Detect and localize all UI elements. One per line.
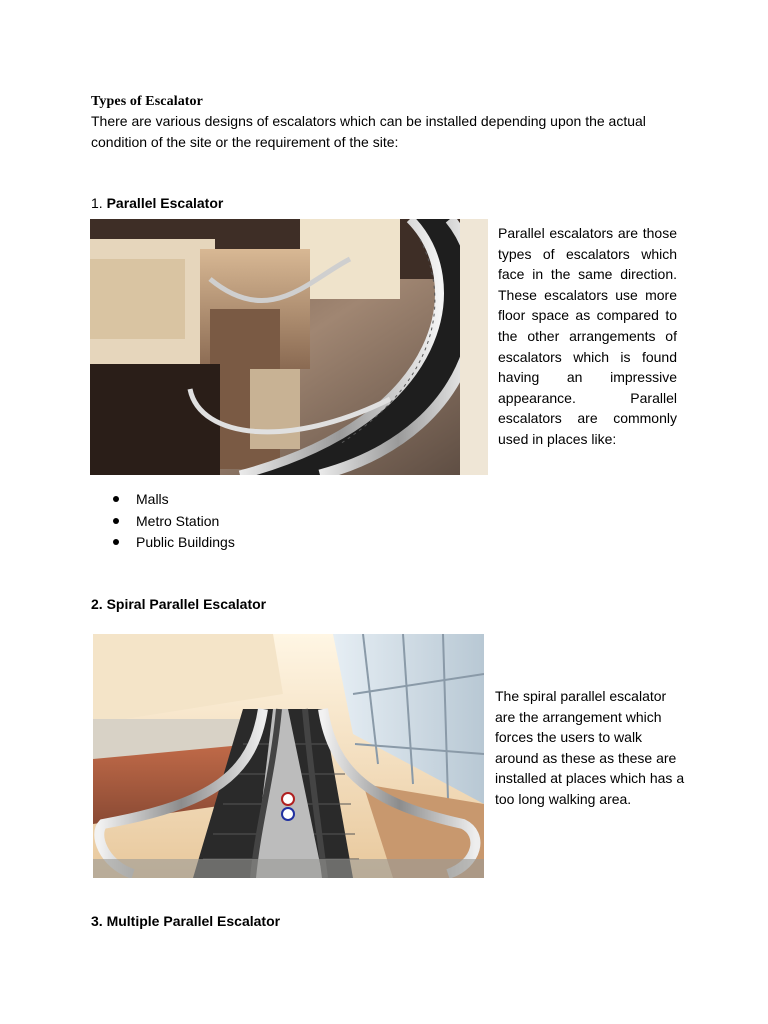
section-1-description: Parallel escalators are those types of escalators which face in the same direction. These escalators use more floor space as compared to the other arrangements of escalators which is found having an impressive appearance. Parallel escalators are commonly used in places like: — [498, 225, 677, 447]
section-2-heading — [91, 596, 266, 612]
section-3-heading — [91, 913, 280, 929]
section-2-title: Spiral Parallel Escalator — [106, 596, 267, 612]
section-3-number: 3. — [91, 913, 103, 929]
bullet-icon — [113, 539, 119, 545]
list-item: Public Buildings — [113, 532, 235, 554]
intro-paragraph: There are various designs of escalators which can be installed depending upon the actual condition of the site or the requirement of the site: — [91, 113, 646, 150]
bullet-icon — [113, 496, 119, 502]
section-1-heading — [91, 195, 223, 211]
list-item: Malls — [113, 489, 235, 511]
section-2-number: 2. — [91, 596, 103, 612]
bullet-icon — [113, 518, 119, 524]
section-1-number: 1. — [91, 195, 103, 211]
places-list — [113, 489, 235, 554]
page-title: Types of Escalator — [91, 94, 203, 109]
list-item: Metro Station — [113, 511, 235, 533]
section-2-description: The spiral parallel escalator are the arrangement which forces the users to walk around as these as these are installed at places which has a too long walking area. — [495, 688, 685, 807]
section-1-title: Parallel Escalator — [106, 195, 224, 211]
section-3-title: Multiple Parallel Escalator — [106, 913, 281, 929]
spiral-parallel-escalator-photo — [93, 634, 484, 878]
parallel-escalator-photo — [90, 219, 488, 475]
